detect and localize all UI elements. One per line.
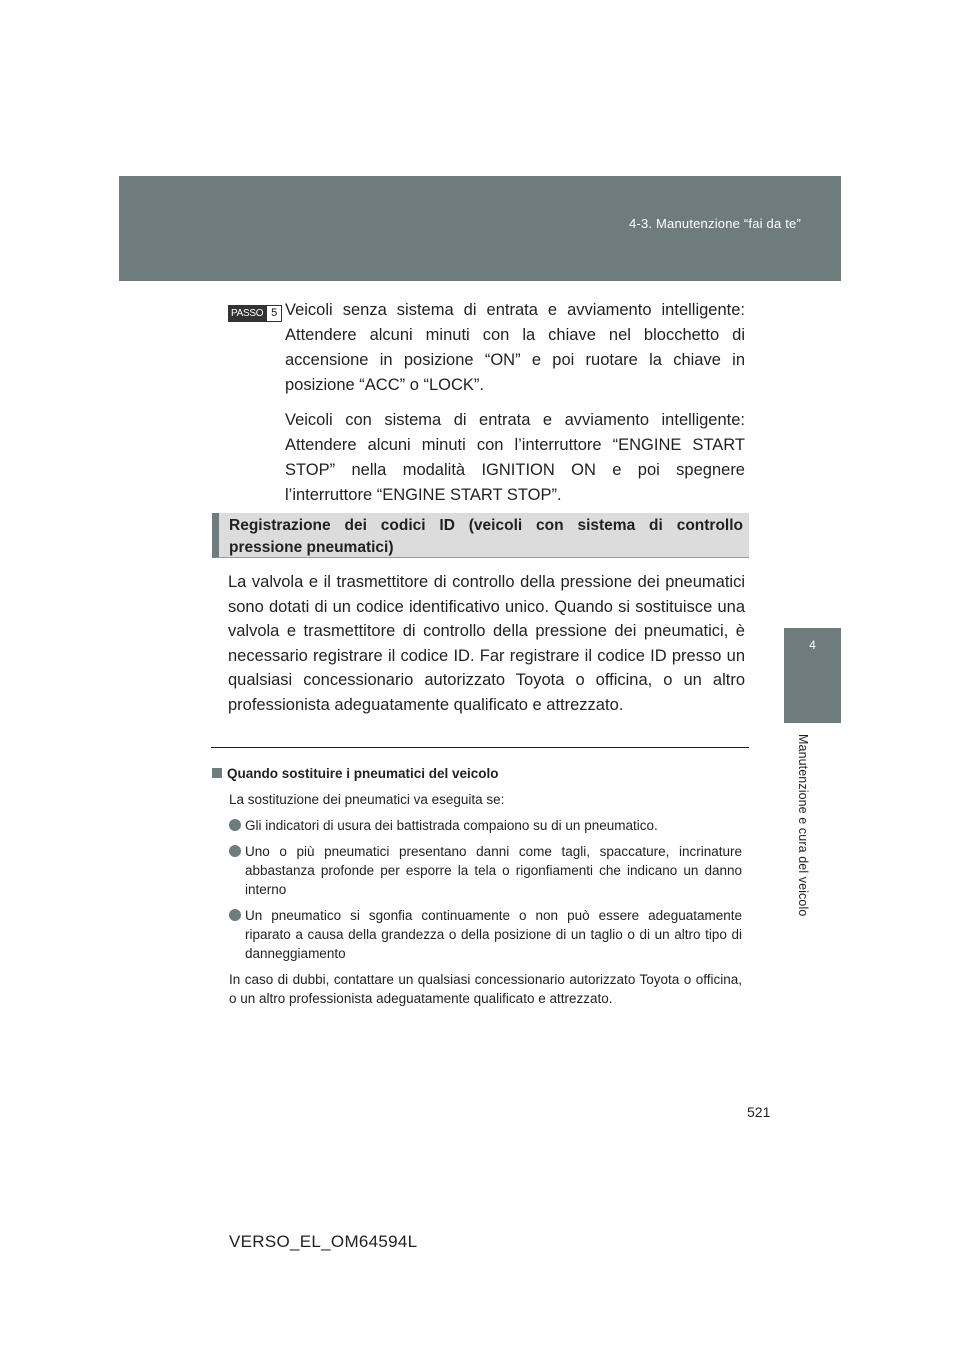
section-heading: Registrazione dei codici ID (veicoli con sistema di controllo pressione pneumatici) xyxy=(229,517,743,556)
section-body-text: La valvola e il trasmettitore di controllo della pressione dei pneumatici sono dotati di un codice identificativo unico. Quando si sostituisce una valvola e trasmettitore di controllo della pressione dei pneumatici, è necessario registrare il codice ID. Far registrare il codice ID presso un qualsiasi concessionario autorizzato Toyota o officina, o un altro professionista adeguatamente qualificato e attrezzato. xyxy=(228,573,745,714)
chapter-number: 4 xyxy=(809,638,816,652)
step-badge-number: 5 xyxy=(266,305,282,322)
document-code: VERSO_EL_OM64594L xyxy=(229,1232,418,1251)
section-heading-box xyxy=(212,513,749,558)
step-body xyxy=(285,298,745,518)
step-badge xyxy=(228,305,278,322)
square-bullet-icon xyxy=(212,768,222,778)
chapter-label: Manutenzione e cura del veicolo xyxy=(796,734,810,917)
list-item-text: Uno o più pneumatici presentano danni come tagli, spaccature, incrinature abbastanza profonde per esporre la tela o rigonfiamenti che indicano un danno interno xyxy=(245,844,742,897)
notes-outro: In caso di dubbi, contattare un qualsiasi concessionario autorizzato Toyota o officina, o un altro professionista adeguatamente qualificato e attrezzato. xyxy=(229,972,742,1006)
list-item xyxy=(229,842,742,899)
notes-heading-text: Quando sostituire i pneumatici del veicolo xyxy=(227,766,499,781)
notes-intro: La sostituzione dei pneumatici va eseguita se: xyxy=(229,792,505,807)
circle-bullet-icon xyxy=(229,819,241,831)
list-item-text: Gli indicatori di usura dei battistrada compaiono su di un pneumatico. xyxy=(245,818,658,833)
divider xyxy=(211,747,749,748)
list-item xyxy=(229,816,742,835)
notes-block xyxy=(212,764,742,1008)
step-paragraph: Veicoli senza sistema di entrata e avviamento intelligente: Attendere alcuni minuti con la chiave nel blocchetto di accensione in posizione “ON” e poi ruotare la chiave in posizione “ACC” o “LOCK”. xyxy=(285,301,745,394)
list-item xyxy=(229,906,742,963)
step-paragraph: Veicoli con sistema di entrata e avviamento intelligente: Attendere alcuni minuti con l’interruttore “ENGINE START STOP” nella modalità IGNITION ON e poi spegnere l’interruttore “ENGINE START STOP”. xyxy=(285,411,745,504)
page-number: 521 xyxy=(747,1104,771,1120)
circle-bullet-icon xyxy=(229,909,241,921)
header-band xyxy=(119,176,841,281)
chapter-tab xyxy=(784,628,841,723)
notes-heading xyxy=(212,764,742,783)
circle-bullet-icon xyxy=(229,845,241,857)
step-badge-word: PASSO xyxy=(228,305,266,322)
section-header-title: 4-3. Manutenzione “fai da te” xyxy=(628,216,801,231)
list-item-text: Un pneumatico si sgonfia continuamente o non può essere adeguatamente riparato a causa della grandezza o della posizione di un taglio o di un altro tipo di danneggiamento xyxy=(245,908,742,961)
